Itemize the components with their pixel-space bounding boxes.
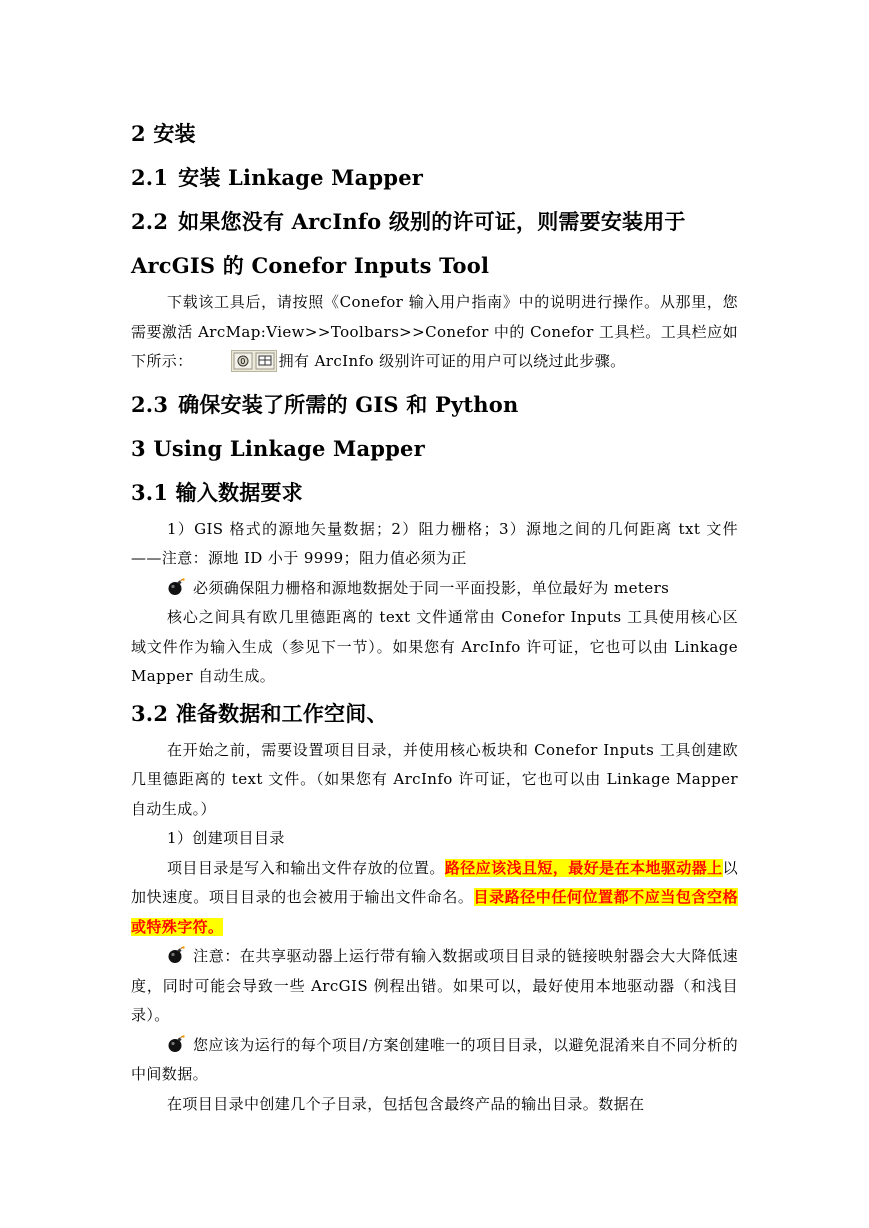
- heading-text-line1: 如果您没有 ArcInfo 级别的许可证，则需要安装用于: [178, 209, 686, 234]
- paragraph-conefor-install: [131, 288, 738, 383]
- bomb-icon: [167, 578, 185, 596]
- paragraph-text: 拥有 ArcInfo 级别许可证的用户可以绕过此步骤。: [278, 352, 626, 370]
- note-shared-drive: [131, 942, 738, 1031]
- heading-text-line2: ArcGIS 的 Conefor Inputs Tool: [131, 253, 490, 278]
- conefor-toolbar-icon: [195, 350, 277, 383]
- note-unique-project: [131, 1031, 738, 1090]
- paragraph-euclidean-file: 核心之间具有欧几里德距离的 text 文件通常由 Conefor Inputs 工具使用核心区域文件作为输入生成（参见下一节）。如果您有 ArcInfo 许可证，它也可以由 Linkage Mapper 自动生成。: [131, 608, 738, 685]
- bomb-icon: [167, 1035, 185, 1053]
- note-text: 必须确保阻力栅格和源地数据处于同一平面投影，单位最好为 meters: [193, 578, 670, 597]
- document-page: [131, 112, 738, 1119]
- paragraph-project-dir: [131, 854, 738, 943]
- paragraph-subdirectories: 在项目目录中创建几个子目录，包括包含最终产品的输出目录。数据在: [167, 1094, 645, 1113]
- heading-2-2: [131, 200, 738, 288]
- note-projection: [131, 574, 738, 604]
- heading-3-1: 3.1 输入数据要求: [131, 479, 303, 505]
- heading-3-2: 3.2 准备数据和工作空间、: [131, 700, 388, 726]
- heading-number: 2.1: [131, 165, 169, 190]
- paragraph-text: 项目目录是写入和输出文件存放的位置。: [167, 858, 445, 877]
- heading-number: 2.2: [131, 209, 169, 234]
- heading-3: 3 Using Linkage Mapper: [131, 435, 425, 461]
- paragraph-text: 下载该工具后，请按照《Conefor 输入用户指南》中的说明进行操作。从那里，您需要激活 ArcMap:View>>Toolbars>>Conefor 中的 Conefor 工具栏。工具栏应如下所示：: [131, 293, 738, 370]
- highlight-no-spaces: 目录路径中任何位置都不应当包含空格或特殊字符。: [131, 888, 738, 936]
- step-create-project-dir: 1）创建项目目录: [167, 829, 285, 847]
- heading-text: 安装 Linkage Mapper: [178, 165, 424, 190]
- heading-text: 确保安装了所需的 GIS 和 Python: [178, 391, 519, 417]
- bomb-icon: [167, 946, 185, 964]
- paragraph-text: 以加快速度。项目目录的也会被用于输出文件命名。: [131, 858, 738, 906]
- heading-2-1: [131, 156, 738, 200]
- heading-number: 2.3: [131, 391, 169, 417]
- heading-2: 2 安装: [131, 121, 196, 146]
- paragraph-before-start: 在开始之前，需要设置项目目录，并使用核心板块和 Conefor Inputs 工具创建欧几里德距离的 text 文件。（如果您有 ArcInfo 许可证，它也可以由 Linkage Mapper 自动生成。）: [131, 740, 738, 818]
- paragraph-input-requirements: 1）GIS 格式的源地矢量数据；2）阻力栅格；3）源地之间的几何距离 txt 文件——注意：源地 ID 小于 9999；阻力值必须为正: [131, 519, 738, 567]
- svg-text:0: 0: [239, 357, 246, 366]
- heading-2-3: [131, 383, 738, 427]
- highlight-path-short: 路径应该浅且短，最好是在本地驱动器上: [444, 858, 723, 877]
- note-text: 注意：在共享驱动器上运行带有输入数据或项目目录的链接映射器会大大降低速度，同时可能会导致一些 ArcGIS 例程出错。如果可以，最好使用本地驱动器（和浅目录）。: [131, 947, 738, 1024]
- note-text: 您应该为运行的每个项目/方案创建唯一的项目目录，以避免混淆来自不同分析的中间数据。: [131, 1035, 738, 1083]
